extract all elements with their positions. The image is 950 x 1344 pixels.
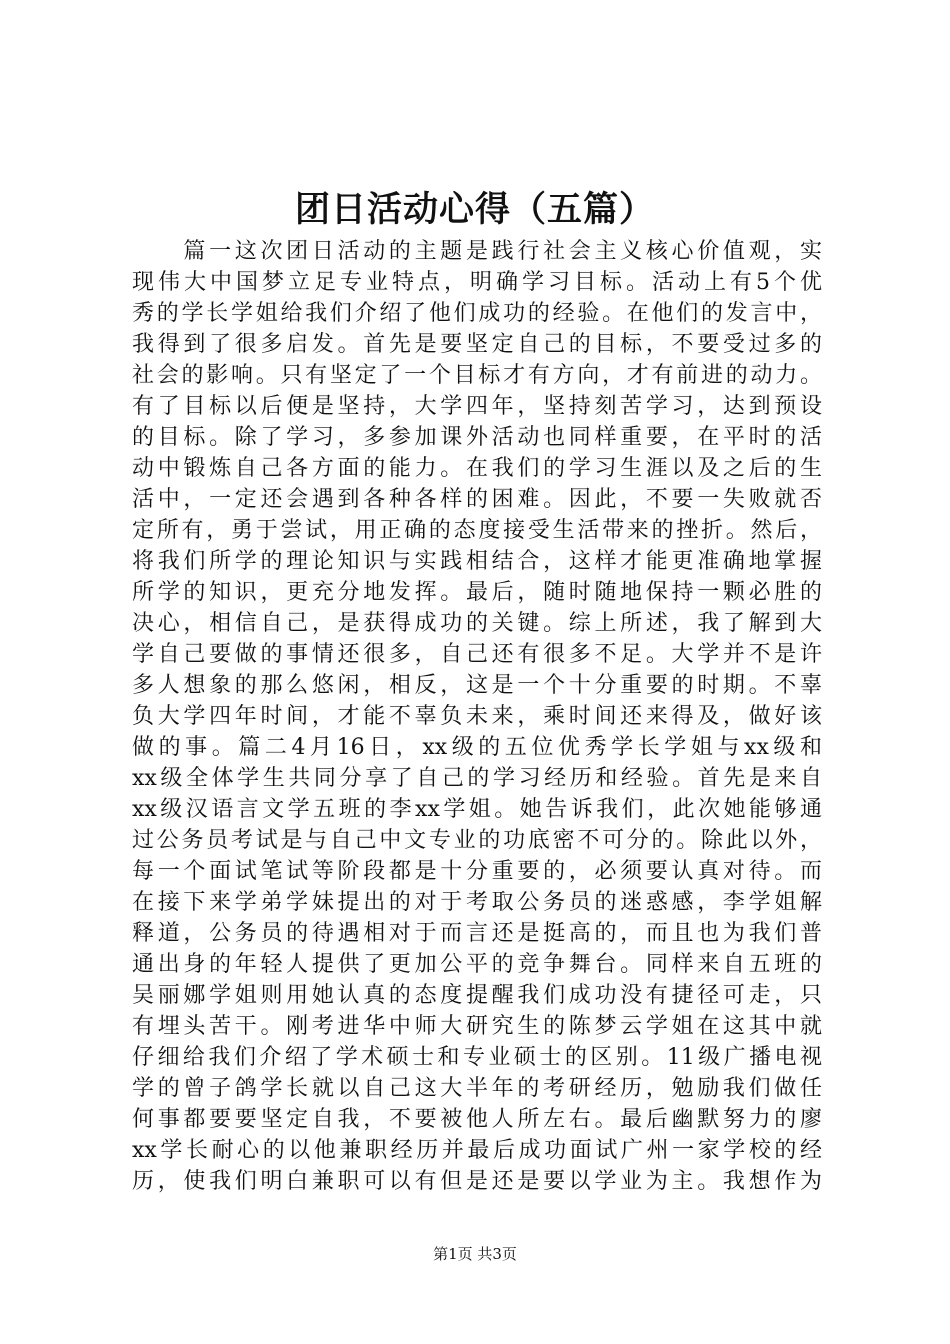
- page-footer: [0, 1244, 950, 1264]
- text-line: 历，使我们明白兼职可以有但是还是要以学业为主。我想作为: [132, 1169, 822, 1194]
- text-line: 通出身的年轻人提供了更加公平的竞争舞台。同样来自五班的: [132, 952, 822, 977]
- text-line: 仔细给我们介绍了学术硕士和专业硕士的区别。11级广播电视: [132, 1045, 822, 1070]
- text-line: 我得到了很多启发。首先是要坚定自己的目标，不要受过多的: [132, 332, 822, 357]
- text-line: 所学的知识，更充分地发挥。最后，随时随地保持一颗必胜的: [132, 580, 822, 605]
- text-line: 的目标。除了学习，多参加课外活动也同样重要，在平时的活: [132, 425, 822, 450]
- text-line: 决心，相信自己，是获得成功的关键。综上所述，我了解到大: [132, 611, 822, 636]
- text-line: 负大学四年时间，才能不辜负未来，乘时间还来得及，做好该: [132, 704, 822, 729]
- text-line: 有了目标以后便是坚持，大学四年，坚持刻苦学习，达到预设: [132, 394, 822, 419]
- text-line: 动中锻炼自己各方面的能力。在我们的学习生涯以及之后的生: [132, 456, 822, 481]
- text-line: 多人想象的那么悠闲，相反，这是一个十分重要的时期。不辜: [132, 673, 822, 698]
- text-line: 吴丽娜学姐则用她认真的态度提醒我们成功没有捷径可走，只: [132, 983, 822, 1008]
- text-line: 篇一这次团日活动的主题是践行社会主义核心价值观，实: [132, 239, 822, 264]
- text-line: xx级汉语言文学五班的李xx学姐。她告诉我们，此次她能够通: [132, 797, 822, 822]
- page-title: 团日活动心得（五篇）: [294, 190, 655, 230]
- text-line: 释道，公务员的待遇相对于而言还是挺高的，而且也为我们普: [132, 921, 822, 946]
- text-line: 过公务员考试是与自己中文专业的功底密不可分的。除此以外，: [132, 828, 822, 853]
- text-line: 何事都要要坚定自我，不要被他人所左右。最后幽默努力的廖: [132, 1107, 822, 1132]
- text-line: 学自己要做的事情还很多，自己还有很多不足。大学并不是许: [132, 642, 822, 667]
- text-line: 每一个面试笔试等阶段都是十分重要的，必须要认真对待。而: [132, 859, 822, 884]
- text-line: 活中，一定还会遇到各种各样的困难。因此，不要一失败就否: [132, 487, 822, 512]
- text-line: 做的事。篇二4月16日，xx级的五位优秀学长学姐与xx级和: [132, 735, 822, 760]
- text-line: xx学长耐心的以他兼职经历并最后成功面试广州一家学校的经: [132, 1138, 822, 1163]
- text-line: 在接下来学弟学妹提出的对于考取公务员的迷惑感，李学姐解: [132, 890, 822, 915]
- text-line: 将我们所学的理论知识与实践相结合，这样才能更准确地掌握: [132, 549, 822, 574]
- text-line: 秀的学长学姐给我们介绍了他们成功的经验。在他们的发言中，: [132, 301, 822, 326]
- text-line: 定所有，勇于尝试，用正确的态度接受生活带来的挫折。然后，: [132, 518, 822, 543]
- text-line: 有埋头苦干。刚考进华中师大研究生的陈梦云学姐在这其中就: [132, 1014, 822, 1039]
- text-line: 学的曾子鸽学长就以自己这大半年的考研经历，勉励我们做任: [132, 1076, 822, 1101]
- page-number: 第1页 共3页: [433, 1245, 517, 1263]
- text-line: 社会的影响。只有坚定了一个目标才有方向，才有前进的动力。: [132, 363, 822, 388]
- text-line: 现伟大中国梦立足专业特点，明确学习目标。活动上有5个优: [132, 270, 822, 295]
- body-text: [132, 236, 822, 1197]
- text-line: xx级全体学生共同分享了自己的学习经历和经验。首先是来自: [132, 766, 822, 791]
